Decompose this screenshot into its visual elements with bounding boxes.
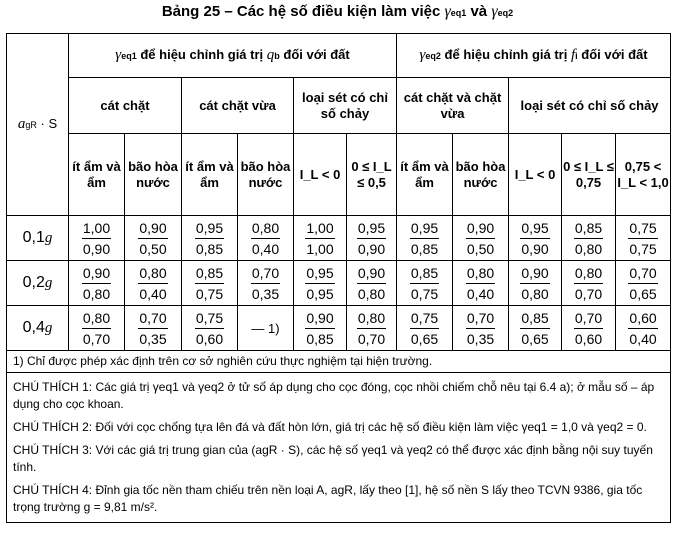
group-header-eq1: γeq1 để hiệu chỉnh giá trị qb đối với đất (69, 34, 397, 78)
denominator: 0,60 (574, 330, 603, 347)
denominator: 0,85 (410, 240, 439, 257)
value-cell (562, 216, 616, 261)
fraction (82, 309, 111, 348)
denominator: 0,85 (195, 240, 224, 257)
value-cell (294, 261, 347, 306)
value-cell (125, 216, 182, 261)
fraction (466, 264, 495, 303)
denominator: 0,35 (251, 285, 280, 302)
fraction (466, 219, 495, 258)
value-cell (238, 306, 294, 351)
denominator: 0,80 (574, 240, 603, 257)
value-cell (397, 216, 453, 261)
group-header-eq2: γeq2 để hiệu chỉnh giá trị fi đối với đất (397, 34, 671, 78)
numerator: 0,85 (574, 219, 603, 239)
col-header: ít ẩm và ẩm (69, 134, 125, 216)
fraction (305, 264, 334, 303)
fraction (138, 219, 167, 258)
numerator: 1,00 (305, 219, 334, 239)
subheader-cat-chat-va-chat-vua: cát chặt và chặt vừa (397, 78, 509, 134)
fraction (82, 264, 111, 303)
denominator: 0,50 (466, 240, 495, 257)
subheader-loai-set-1: loại sét có chỉ số chảy (294, 78, 397, 134)
denominator: 0,75 (410, 285, 439, 302)
denominator: 0,35 (139, 330, 167, 347)
col-header: I_L < 0 (509, 134, 562, 216)
denominator: 0,65 (521, 330, 549, 347)
numerator: 0,70 (138, 309, 167, 329)
numerator: 0,95 (305, 264, 334, 284)
fraction (138, 309, 167, 348)
row-label: 0,1g (7, 216, 69, 261)
table-title: Bảng 25 – Các hệ số điều kiện làm việc γeq1 và γeq2 (161, 3, 514, 20)
note-4: CHÚ THÍCH 4: Đỉnh gia tốc nền tham chiếu trên nền loại A, agR, lấy theo [1], hệ số nền S lấy theo TCVN 9386, gia tốc trọng trường g = 9,81 m/s². (13, 483, 643, 514)
numerator: 0,70 (628, 264, 657, 284)
fraction (520, 309, 549, 348)
value-cell (238, 261, 294, 306)
numerator: 0,90 (520, 264, 549, 284)
denominator: 1,00 (306, 240, 334, 257)
fraction (574, 309, 603, 348)
table-row (7, 306, 671, 351)
numerator: 0,80 (82, 309, 111, 329)
value-cell (238, 216, 294, 261)
value-cell (125, 261, 182, 306)
numerator: 1,00 (82, 219, 111, 239)
denominator: 0,90 (357, 240, 386, 257)
numerator: 0,60 (628, 309, 657, 329)
fraction (305, 309, 334, 348)
denominator: 0,90 (82, 240, 111, 257)
value-cell (616, 261, 671, 306)
denominator: 0,50 (139, 240, 167, 257)
value-cell (294, 306, 347, 351)
fraction (574, 264, 603, 303)
value-cell (453, 261, 509, 306)
numerator: 0,80 (138, 264, 167, 284)
subheader-cat-chat-vua: cát chặt vừa (182, 78, 294, 134)
fraction (82, 219, 111, 258)
col-header: 0,75 < I_L < 1,0 (616, 134, 671, 216)
numerator: 0,90 (82, 264, 111, 284)
fraction (195, 219, 224, 258)
value-cell (562, 261, 616, 306)
denominator: 0,85 (306, 330, 334, 347)
col-header: bão hòa nước (453, 134, 509, 216)
notes (7, 373, 671, 523)
value-cell (397, 261, 453, 306)
fraction (520, 264, 549, 303)
col-header: bão hòa nước (238, 134, 294, 216)
value-cell (509, 216, 562, 261)
denominator: 0,75 (629, 240, 657, 257)
denominator: 0,40 (251, 240, 280, 257)
table-row (7, 261, 671, 306)
row-label: 0,2g (7, 261, 69, 306)
value-cell (294, 216, 347, 261)
value-cell (182, 261, 238, 306)
fraction (410, 264, 439, 303)
numerator: 0,85 (195, 264, 224, 284)
value-cell (397, 306, 453, 351)
numerator: 0,85 (410, 264, 439, 284)
fraction (251, 219, 280, 258)
denominator: 0,80 (357, 285, 386, 302)
denominator: 0,40 (466, 285, 495, 302)
footnote: 1) Chỉ được phép xác định trên cơ sở nghiên cứu thực nghiệm tại hiện trường. (7, 351, 671, 373)
fraction (520, 219, 549, 258)
fraction (410, 219, 439, 258)
numerator: 0,95 (520, 219, 549, 239)
numerator: 0,95 (195, 219, 224, 239)
numerator: 0,95 (410, 219, 439, 239)
fraction (195, 309, 224, 348)
subheader-loai-set-2: loại sét có chỉ số chảy (509, 78, 671, 134)
row-label-header: agR · S (7, 34, 69, 216)
fraction (628, 264, 657, 303)
denominator: 0,90 (521, 240, 549, 257)
value-cell (347, 216, 397, 261)
denominator: 0,70 (82, 330, 111, 347)
fraction (357, 264, 386, 303)
numerator: 0,90 (138, 219, 167, 239)
denominator: 0,95 (306, 285, 334, 302)
fraction (466, 309, 495, 348)
denominator: 0,75 (195, 285, 224, 302)
numerator: 0,80 (466, 264, 495, 284)
value-cell (125, 306, 182, 351)
fraction (138, 264, 167, 303)
numerator: 0,70 (251, 264, 280, 284)
denominator: 0,40 (139, 285, 167, 302)
value-cell (616, 216, 671, 261)
col-header: 0 ≤ I_L ≤ 0,75 (562, 134, 616, 216)
fraction (195, 264, 224, 303)
fraction (305, 219, 334, 258)
fraction (628, 219, 657, 258)
value-cell (69, 261, 125, 306)
col-header: ít ẩm và ẩm (397, 134, 453, 216)
coefficient-table (6, 33, 671, 523)
denominator: 0,70 (357, 330, 386, 347)
numerator: 0,85 (520, 309, 549, 329)
denominator: 0,80 (521, 285, 549, 302)
numerator: 0,80 (574, 264, 603, 284)
value-cell (453, 306, 509, 351)
fraction (251, 264, 280, 303)
value-cell (509, 261, 562, 306)
denominator: 0,65 (629, 285, 657, 302)
col-header: bão hòa nước (125, 134, 182, 216)
fraction (410, 309, 439, 348)
row-label: 0,4g (7, 306, 69, 351)
value-cell (616, 306, 671, 351)
fraction (357, 219, 386, 258)
numerator: 0,75 (628, 219, 657, 239)
value-cell (69, 216, 125, 261)
value-cell (347, 261, 397, 306)
note-3: CHÚ THÍCH 3: Với các giá trị trung gian của (agR · S), các hệ số γeq1 và γeq2 có thể được xác định bằng nội suy tuyến tính. (13, 443, 653, 474)
value-cell (562, 306, 616, 351)
numerator: 0,75 (410, 309, 439, 329)
numerator: 0,80 (357, 309, 386, 329)
subheader-cat-chat: cát chặt (69, 78, 182, 134)
numerator: 0,80 (251, 219, 280, 239)
denominator: 0,35 (466, 330, 495, 347)
col-header: I_L < 0 (294, 134, 347, 216)
value-cell (182, 306, 238, 351)
col-header: 0 ≤ I_L ≤ 0,5 (347, 134, 397, 216)
table-row (7, 216, 671, 261)
denominator: 0,80 (82, 285, 111, 302)
numerator: 0,95 (357, 219, 386, 239)
denominator: 0,70 (574, 285, 603, 302)
fraction (574, 219, 603, 258)
denominator: 0,60 (195, 330, 224, 347)
fraction (628, 309, 657, 348)
numerator: 0,70 (574, 309, 603, 329)
value-cell (347, 306, 397, 351)
numerator: 0,90 (466, 219, 495, 239)
note-1: CHÚ THÍCH 1: Các giá trị γeq1 và γeq2 ở tử số áp dụng cho cọc đóng, cọc nhồi chiếm chỗ nêu tại 6.4 a); ở mẫu số – áp dụng cho cọc khoan. (13, 380, 655, 411)
col-header: ít ẩm và ẩm (182, 134, 238, 216)
value-cell (453, 216, 509, 261)
numerator: 0,75 (195, 309, 224, 329)
value-cell (69, 306, 125, 351)
fraction (357, 309, 386, 348)
numerator: 0,90 (305, 309, 334, 329)
denominator: 0,65 (410, 330, 439, 347)
denominator: 0,40 (629, 330, 657, 347)
dash-value: — 1) (251, 320, 280, 336)
value-cell (182, 216, 238, 261)
numerator: 0,70 (466, 309, 495, 329)
note-2: CHÚ THÍCH 2: Đối với cọc chống tựa lên đá và đất hòn lớn, giá trị các hệ số điều kiện làm việc γeq1 = 1,0 và γeq2 = 0. (13, 420, 647, 434)
value-cell (509, 306, 562, 351)
numerator: 0,90 (357, 264, 386, 284)
